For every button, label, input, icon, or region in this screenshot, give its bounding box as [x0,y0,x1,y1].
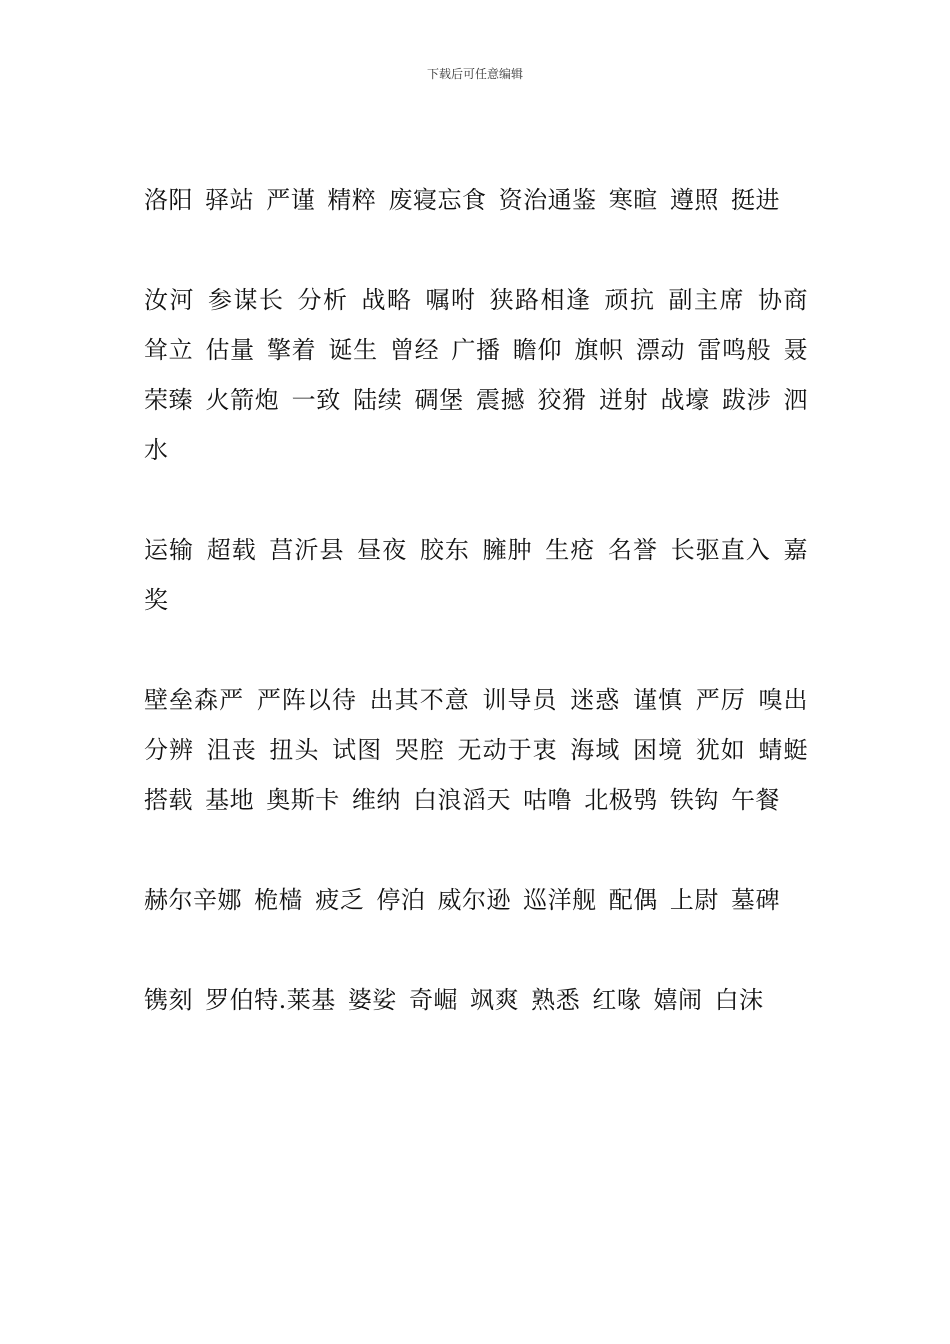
vocabulary-paragraph-4: 壁垒森严 严阵以待 出其不意 训导员 迷惑 谨慎 严厉 嗅出 分辨 沮丧 扭头 试图 哭腔 无动于衷 海域 困境 犹如 蜻蜓 搭载 基地 奥斯卡 维纳 白浪滔天 咕噜 北极鸮 铁钩 午餐 [144,686,808,814]
page-header: 下载后可任意编辑 [426,67,523,81]
vocabulary-paragraph-5: 赫尔辛娜 桅樯 疲乏 停泊 威尔逊 巡洋舰 配偶 上尉 墓碑 [144,886,781,914]
vocabulary-paragraph-1: 洛阳 驿站 严谨 精粹 废寝忘食 资治通鉴 寒暄 遵照 挺进 [144,186,781,214]
vocabulary-paragraph-2: 汝河 参谋长 分析 战略 嘱咐 狭路相逢 顽抗 副主席 协商 耸立 估量 擎着 诞生 曾经 广播 瞻仰 旗帜 漂动 雷鸣般 聂荣臻 火箭炮 一致 陆续 碉堡 震撼 狡猾 迸射 战壕 跋涉 泗水 [144,286,808,464]
vocabulary-list [144,175,808,1025]
vocabulary-paragraph-6: 镌刻 罗伯特.莱基 婆娑 奇崛 飒爽 熟悉 红喙 嬉闹 白沫 [144,986,764,1014]
vocabulary-paragraph-3: 运输 超载 莒沂县 昼夜 胶东 臃肿 生疮 名誉 长驱直入 嘉奖 [144,536,808,614]
